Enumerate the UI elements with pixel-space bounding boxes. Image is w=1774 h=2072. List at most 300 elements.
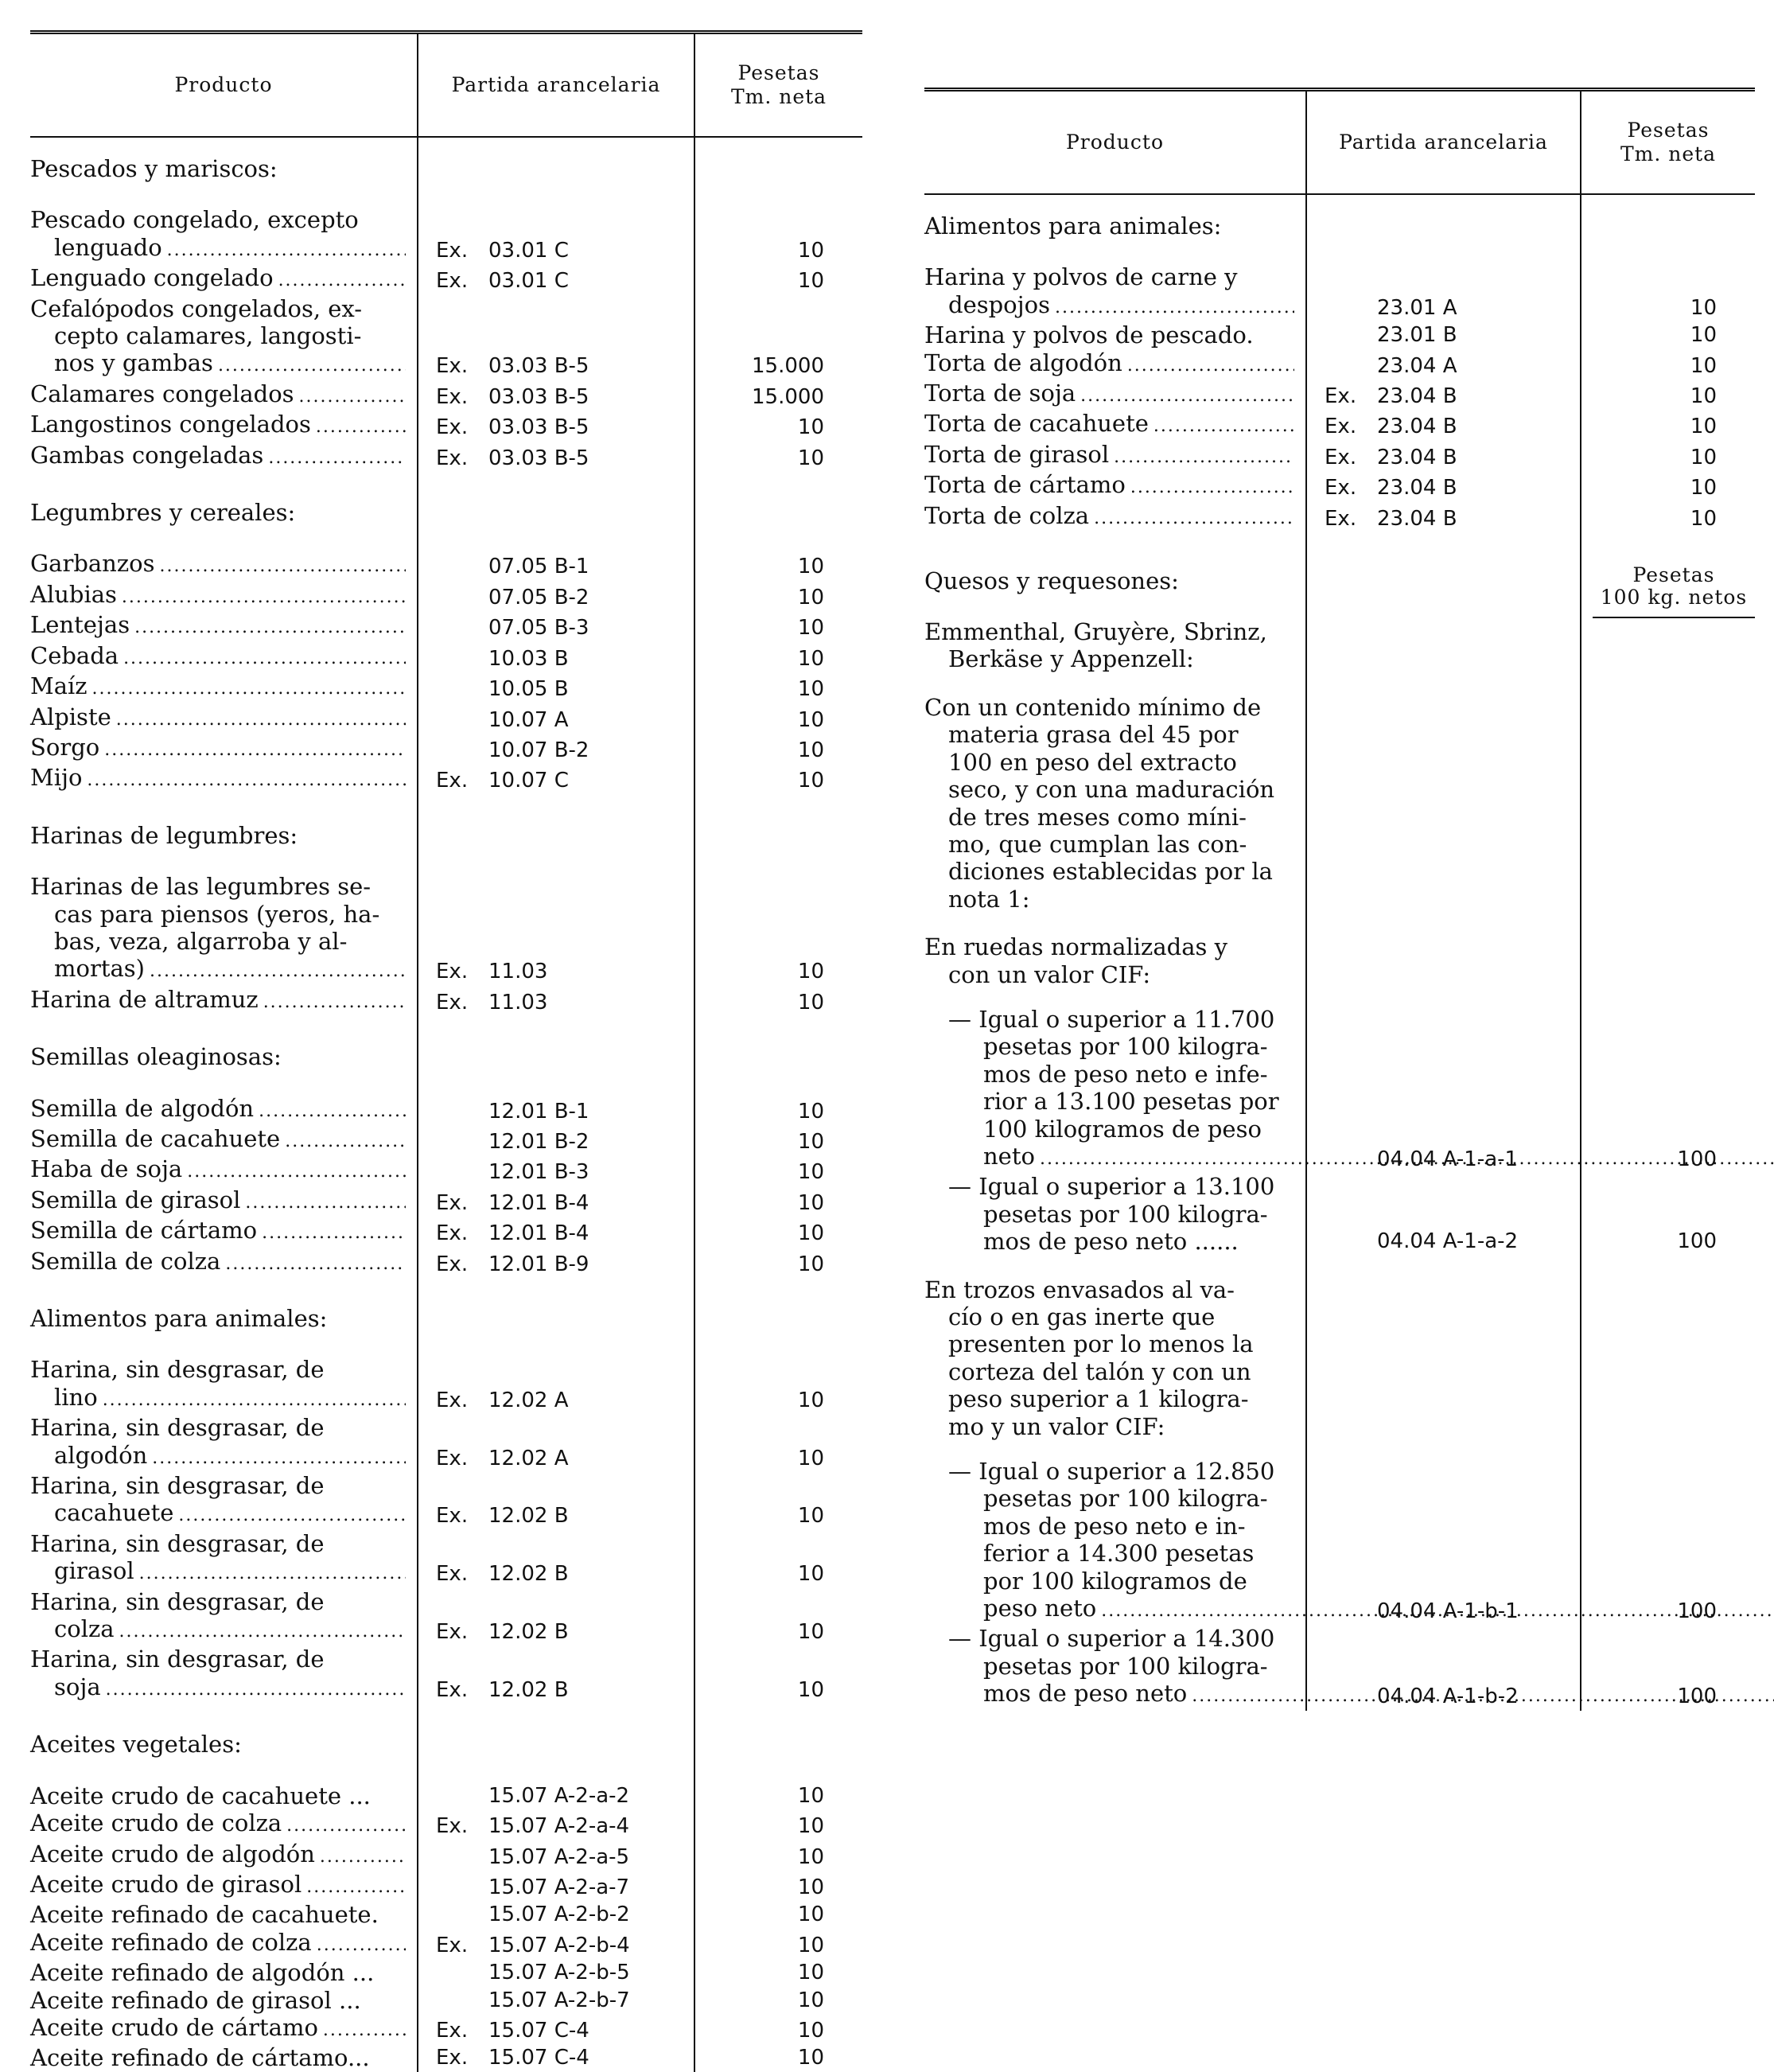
tariff-code-cell [418, 1530, 694, 1588]
product-name [30, 581, 418, 611]
tariff-code-cell [418, 1155, 694, 1186]
product-line: Aceite refinado de cártamo... [30, 2044, 370, 2072]
table-row [30, 986, 862, 1016]
tariff-code: 03.03 B-5 [488, 446, 589, 470]
section-title: Pescados y mariscos: [30, 137, 418, 206]
product-name [924, 441, 1306, 471]
product-text: mos de peso neto [983, 1680, 1188, 1708]
tariff-code: 03.01 C [488, 269, 569, 294]
tariff-code: 10.05 B [488, 677, 569, 702]
product-line [30, 611, 406, 641]
tariff-code-cell [418, 1125, 694, 1155]
section-title: Harinas de legumbres: [30, 795, 418, 873]
value-cell: 10 [797, 1875, 824, 1899]
product-line [30, 955, 406, 985]
value-cell: 10 [1690, 323, 1717, 348]
header-pesetas: Pesetas Tm. neta [694, 34, 862, 137]
product-text: algodón [54, 1441, 148, 1469]
tariff-code: 07.05 B-1 [488, 555, 589, 579]
tariff-code: 12.01 B-9 [488, 1252, 589, 1276]
empty-cell [418, 795, 694, 873]
product-text: Torta de cacahuete [924, 410, 1149, 438]
right-table-body [924, 194, 1755, 1711]
right-tariff-table [924, 92, 1755, 1711]
product-line: pesetas por 100 kilogra- [983, 1485, 1268, 1513]
tariff-code: 07.05 B-2 [488, 585, 589, 610]
value-cell: 15.000 [752, 384, 824, 409]
table-row [924, 1173, 1755, 1255]
dot-leader [286, 1813, 406, 1840]
ex-prefix: Ex. [436, 415, 469, 440]
table-row [30, 380, 862, 411]
product-line [30, 411, 406, 441]
product-line [924, 349, 1294, 380]
tariff-code: 12.02 B [488, 1677, 569, 1702]
value-cell: 10 [797, 677, 824, 702]
dot-leader [103, 1387, 406, 1414]
product-name [30, 1155, 418, 1186]
ex-prefix: Ex. [1325, 506, 1357, 531]
ex-prefix: Ex. [436, 1677, 469, 1702]
product-name [30, 1929, 418, 1959]
tariff-code-cell [1306, 380, 1581, 410]
table-row [924, 380, 1755, 410]
tariff-code-cell [418, 2014, 694, 2044]
product-name [30, 206, 418, 264]
tariff-code: 11.03 [488, 960, 548, 984]
tariff-code: 12.02 B [488, 1620, 569, 1645]
dot-leader [263, 989, 406, 1016]
product-line [924, 471, 1294, 501]
tariff-code: 23.01 B [1377, 323, 1457, 348]
product-line [30, 986, 406, 1016]
header-producto: Producto [924, 92, 1306, 194]
section-heading-row [924, 194, 1755, 263]
condition-text [924, 694, 1306, 933]
table-row [30, 642, 862, 672]
ex-prefix: Ex. [436, 2018, 469, 2043]
table-row [30, 295, 862, 380]
condition-text-row [924, 694, 1755, 933]
value-cell: 10 [1690, 353, 1717, 378]
header-partida: Partida arancelaria [1306, 92, 1581, 194]
value-cell: 10 [797, 646, 824, 671]
tariff-code: 23.04 B [1377, 506, 1457, 531]
tariff-code-cell [1306, 502, 1581, 532]
table-row [30, 550, 862, 580]
tariff-code: 15.07 A-2-a-2 [488, 1783, 630, 1808]
tariff-code-cell [1306, 441, 1581, 471]
table-row [924, 441, 1755, 471]
tariff-code-cell [418, 734, 694, 764]
value-cell: 10 [1690, 415, 1717, 439]
product-name [30, 1840, 418, 1871]
tariff-code: 23.04 B [1377, 445, 1457, 469]
section-title: Aceites vegetales: [30, 1704, 418, 1782]
paragraph-line: En ruedas normalizadas y [924, 933, 1227, 961]
section-title: Legumbres y cereales: [30, 472, 418, 550]
tariff-code: 15.07 A-2-a-5 [488, 1844, 630, 1869]
value-cell: 10 [797, 1988, 824, 2012]
product-text: Torta de soja [924, 380, 1076, 407]
tariff-code: 03.03 B-5 [488, 354, 589, 379]
product-line [30, 1248, 406, 1278]
product-line [924, 1143, 1294, 1173]
table-row [30, 2014, 862, 2044]
product-line: Harinas de las legumbres se- [30, 873, 372, 901]
table-row [30, 1901, 862, 1928]
left-table-body [30, 137, 862, 2072]
ex-prefix: Ex. [436, 990, 469, 1015]
product-text: Torta de girasol [924, 440, 1110, 468]
product-line [30, 380, 406, 411]
value-cell: 10 [797, 415, 824, 440]
product-line [924, 291, 1294, 321]
paragraph-line: con un valor CIF: [948, 960, 1151, 988]
product-text: peso neto [983, 1595, 1097, 1622]
dot-leader [122, 584, 406, 611]
paragraph-line: presenten por lo menos la [948, 1330, 1254, 1358]
tariff-code: 03.03 B-5 [488, 384, 589, 409]
product-line [30, 1125, 406, 1155]
value-cell: 10 [1690, 476, 1717, 500]
product-text: Aceite crudo de cártamo [30, 2013, 318, 2041]
dot-leader [1114, 444, 1294, 471]
section-heading-row [30, 1278, 862, 1356]
tariff-code-cell [1306, 349, 1581, 380]
value-cell: 100 [1677, 1229, 1717, 1254]
value-cell: 15.000 [752, 354, 824, 379]
product-line [30, 1809, 406, 1840]
dot-leader [323, 2017, 406, 2044]
product-line: Cefalópodos congelados, ex- [30, 294, 363, 322]
tariff-code-cell [418, 764, 694, 794]
product-text: Semilla de colza [30, 1247, 221, 1275]
product-line: por 100 kilogramos de [983, 1567, 1247, 1595]
table-row [30, 442, 862, 472]
dot-leader [152, 1445, 406, 1472]
empty-cell [694, 472, 862, 550]
dot-leader [299, 384, 406, 411]
dot-leader [278, 267, 406, 294]
product-name [924, 349, 1306, 380]
tariff-code: 03.01 C [488, 238, 569, 263]
product-name [924, 1458, 1306, 1625]
section-title: Quesos y requesones: [924, 532, 1306, 618]
ex-prefix: Ex. [436, 2046, 469, 2070]
ex-prefix: Ex. [436, 1933, 469, 1957]
product-text: Cebada [30, 641, 119, 669]
tariff-code-cell [418, 1414, 694, 1472]
product-name [30, 550, 418, 580]
tariff-code: 12.01 B-1 [488, 1099, 589, 1124]
table-row [924, 321, 1755, 349]
value-cell: 10 [797, 769, 824, 793]
tariff-code: 15.07 A-2-a-7 [488, 1875, 630, 1899]
header-row [924, 92, 1755, 194]
value-cell: 10 [797, 1562, 824, 1587]
product-line: bas, veza, algarroba y al- [54, 927, 348, 955]
tariff-code-cell [418, 1840, 694, 1871]
paragraph-line: diciones establecidas por la [948, 858, 1273, 886]
table-row [30, 1782, 862, 1809]
table-row [30, 1959, 862, 1986]
product-line: pesetas por 100 kilogra- [983, 1652, 1268, 1680]
value-cell: 10 [797, 585, 824, 610]
section-title: Semillas oleaginosas: [30, 1016, 418, 1094]
product-text: Torta de algodón [924, 349, 1122, 376]
product-text: soja [54, 1673, 101, 1700]
tariff-code: 23.04 A [1377, 353, 1457, 378]
product-text: Lenguado congelado [30, 264, 274, 292]
tariff-code-cell [418, 380, 694, 411]
product-line [30, 1384, 406, 1414]
value-cell: 10 [797, 1160, 824, 1185]
table-row [30, 411, 862, 441]
product-line: Aceite refinado de cacahuete. [30, 1901, 379, 1929]
product-name [30, 703, 418, 734]
tariff-code: 12.01 B-2 [488, 1129, 589, 1154]
table-row [30, 581, 862, 611]
product-line [30, 1673, 406, 1704]
dot-leader [1094, 505, 1294, 532]
value-cell: 10 [797, 269, 824, 294]
product-line [30, 1557, 406, 1587]
tariff-code: 15.07 C-4 [488, 2018, 589, 2043]
product-line [924, 441, 1294, 471]
dot-leader [159, 553, 406, 580]
product-line: — Igual o superior a 12.850 [948, 1458, 1275, 1486]
value-cell: 10 [797, 1677, 824, 1702]
product-name [30, 1356, 418, 1414]
dot-leader [139, 1560, 406, 1587]
paragraph-line: nota 1: [948, 885, 1030, 913]
paragraph-line: En trozos envasados al va- [924, 1276, 1235, 1303]
product-name [30, 734, 418, 764]
product-line [924, 380, 1294, 410]
tariff-code: 07.05 B-3 [488, 616, 589, 641]
dot-leader [245, 1190, 406, 1217]
product-line [30, 1840, 406, 1871]
table-row [30, 1530, 862, 1588]
product-text: despojos [948, 290, 1050, 318]
product-line [30, 2014, 406, 2044]
product-text: Semilla de girasol [30, 1186, 241, 1213]
ex-prefix: Ex. [436, 1252, 469, 1276]
dot-leader [1153, 413, 1294, 440]
tariff-code: 04.04 A-1-b-1 [1377, 1599, 1519, 1624]
tariff-code-cell [418, 703, 694, 734]
product-line: — Igual o superior a 11.700 [948, 1005, 1275, 1033]
product-line: mos de peso neto e in- [983, 1512, 1246, 1540]
unit-line: 100 kg. netos [1600, 586, 1748, 610]
product-name [924, 1625, 1306, 1710]
ex-prefix: Ex. [436, 384, 469, 409]
empty-cell [1581, 1276, 1755, 1458]
product-text: girasol [54, 1557, 134, 1585]
table-row [30, 1125, 862, 1155]
paragraph-line: de tres meses como míni- [948, 803, 1247, 831]
product-text: Aceite crudo de algodón [30, 1840, 315, 1868]
value-cell: 10 [797, 1388, 824, 1412]
product-name [30, 1809, 418, 1840]
paragraph-line: 100 en peso del extracto [948, 748, 1237, 776]
product-text: Sorgo [30, 733, 100, 761]
value-cell: 10 [797, 1099, 824, 1124]
product-text: Maíz [30, 672, 88, 700]
value-cell: 10 [797, 1903, 824, 1927]
ex-prefix: Ex. [436, 269, 469, 294]
dot-leader [187, 1159, 406, 1186]
trozos-heading [924, 1276, 1306, 1458]
product-name [924, 471, 1306, 501]
cheese-names [924, 618, 1306, 694]
product-line: — Igual o superior a 14.300 [948, 1625, 1275, 1653]
product-text: Langostinos congelados [30, 411, 311, 438]
table-row [30, 873, 862, 986]
tariff-code: 15.07 A-2-a-4 [488, 1814, 630, 1839]
product-text: colza [54, 1615, 115, 1643]
section-title: Alimentos para animales: [30, 1278, 418, 1356]
product-text: neto [983, 1142, 1035, 1170]
unit-cell [1581, 532, 1755, 618]
product-text: Torta de cártamo [924, 471, 1126, 499]
dot-leader [225, 1251, 406, 1278]
table-row [30, 1809, 862, 1840]
product-name [30, 1782, 418, 1809]
right-column [924, 0, 1755, 1711]
tariff-code-cell [1306, 471, 1581, 501]
tariff-code: 23.01 A [1377, 295, 1457, 320]
tariff-code-cell [418, 264, 694, 294]
dot-leader [259, 1098, 406, 1125]
product-name [30, 1588, 418, 1646]
value-cell: 10 [797, 446, 824, 470]
product-line: cas para piensos (yeros, ha- [54, 900, 380, 928]
product-name [30, 442, 418, 472]
dot-leader [150, 958, 406, 985]
dot-leader [262, 1220, 406, 1247]
tariff-code: 12.02 A [488, 1388, 569, 1412]
tariff-code: 10.07 A [488, 707, 569, 732]
table-row [30, 611, 862, 641]
tariff-code-cell [1306, 410, 1581, 440]
empty-cell [1306, 933, 1581, 1006]
table-row [30, 1987, 862, 2014]
section-title: Alimentos para animales: [924, 194, 1306, 263]
paragraph-line: seco, y con una maduración [948, 776, 1275, 804]
product-line [924, 410, 1294, 440]
value-cell: 10 [797, 1933, 824, 1957]
product-name [30, 411, 418, 441]
product-name [30, 1186, 418, 1217]
tariff-code-cell [418, 1472, 694, 1530]
tariff-code-cell [418, 1782, 694, 1809]
tariff-code: 11.03 [488, 990, 548, 1015]
ex-prefix: Ex. [436, 1388, 469, 1412]
product-name [924, 321, 1306, 349]
product-line [30, 672, 406, 703]
ex-prefix: Ex. [1325, 445, 1357, 469]
dot-leader [306, 1874, 406, 1901]
dot-leader [92, 676, 406, 703]
table-row [30, 206, 862, 264]
product-line [30, 550, 406, 580]
product-name [30, 1217, 418, 1247]
tariff-code-cell [418, 1186, 694, 1217]
ex-prefix: Ex. [436, 1446, 469, 1470]
product-line [30, 764, 406, 794]
product-line [30, 264, 406, 294]
empty-cell [418, 1704, 694, 1782]
product-line [924, 502, 1294, 532]
tariff-code: 23.04 B [1377, 415, 1457, 439]
empty-cell [418, 1278, 694, 1356]
dot-leader [320, 1844, 406, 1871]
product-name [30, 1248, 418, 1278]
tariff-code: 15.07 A-2-b-2 [488, 1903, 630, 1927]
product-text: Mijo [30, 764, 83, 792]
value-cell: 10 [797, 990, 824, 1015]
empty-cell [694, 795, 862, 873]
table-row [30, 1186, 862, 1217]
product-text: Semilla de cártamo [30, 1217, 258, 1244]
tariff-code-cell [418, 1901, 694, 1928]
tariff-code-cell [418, 873, 694, 986]
ex-prefix: Ex. [436, 1814, 469, 1839]
product-text: mortas) [54, 955, 145, 983]
value-cell: 100 [1677, 1599, 1717, 1624]
product-name [924, 410, 1306, 440]
dot-leader [285, 1128, 406, 1155]
product-text: Harina de altramuz [30, 985, 259, 1013]
tariff-code-cell [418, 986, 694, 1016]
value-cell: 10 [797, 2018, 824, 2043]
tariff-code-cell [418, 1646, 694, 1704]
product-line [30, 581, 406, 611]
tariff-code: 10.03 B [488, 646, 569, 671]
product-line [30, 1929, 406, 1959]
product-text: nos y gambas [54, 349, 213, 377]
value-cell: 10 [797, 1252, 824, 1276]
section-heading-row [924, 532, 1755, 618]
product-line: Aceite crudo de cacahuete ... [30, 1782, 371, 1809]
product-name [30, 1125, 418, 1155]
product-line [924, 1595, 1294, 1625]
value-cell: 10 [797, 238, 824, 263]
product-line [30, 1095, 406, 1125]
table-row [30, 264, 862, 294]
header-producto: Producto [30, 34, 418, 137]
product-text: cacahuete [54, 1499, 174, 1527]
value-cell: 10 [797, 1961, 824, 1985]
table-row [924, 1458, 1755, 1625]
unit-line: Pesetas [1632, 563, 1715, 587]
paragraph-line: Emmenthal, Gruyère, Sbrinz, [924, 618, 1267, 646]
empty-cell [694, 1278, 862, 1356]
table-row [30, 1588, 862, 1646]
ex-prefix: Ex. [436, 1221, 469, 1246]
dot-leader [268, 445, 406, 472]
table-row [30, 1217, 862, 1247]
ex-prefix: Ex. [436, 354, 469, 379]
tariff-code-cell [418, 1248, 694, 1278]
header-pesetas: Pesetas Tm. neta [1581, 92, 1755, 194]
product-name [30, 1472, 418, 1530]
tariff-code-cell [418, 611, 694, 641]
value-cell: 10 [797, 1446, 824, 1470]
product-line [30, 1186, 406, 1217]
